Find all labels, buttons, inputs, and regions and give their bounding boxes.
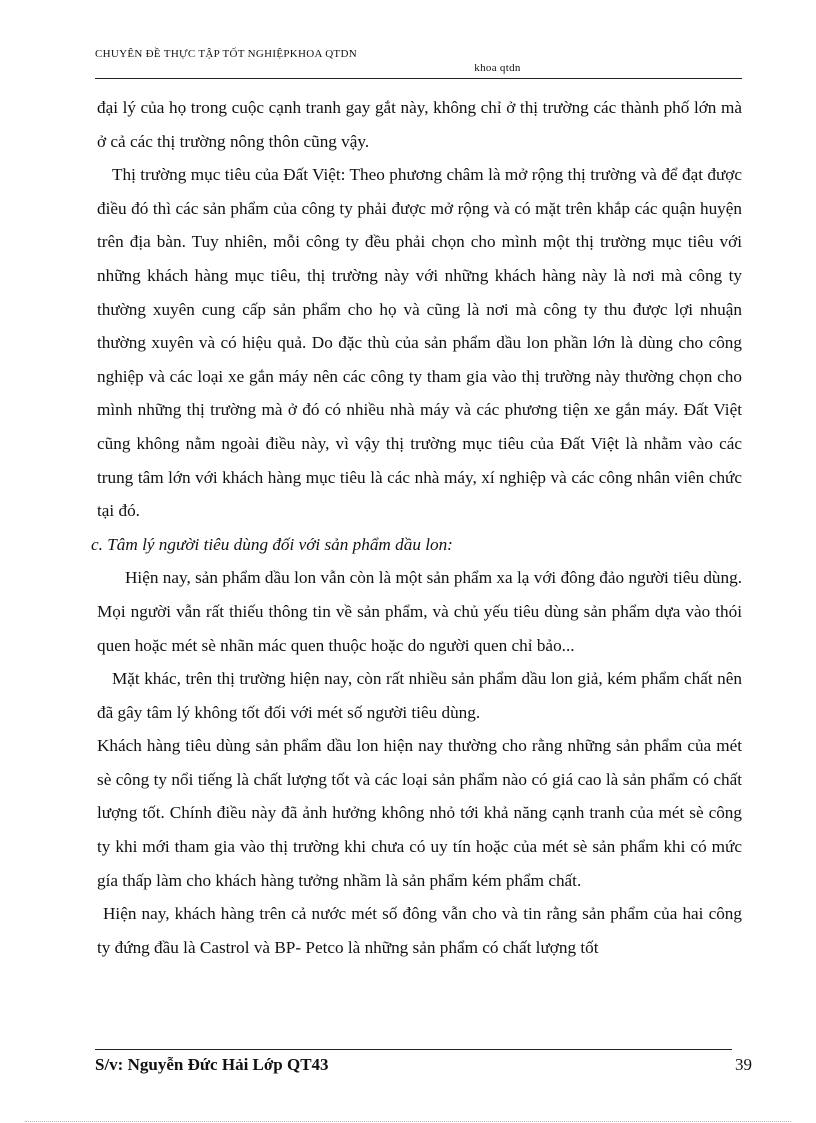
- page-bottom-border: [25, 1121, 791, 1122]
- page-header: [95, 48, 740, 74]
- page-number: 39: [735, 1055, 752, 1074]
- header-divider: [95, 78, 742, 79]
- paragraph-3: Hiện nay, sản phẩm dầu lon vẫn còn là một sản phẩm xa lạ với đông đảo người tiêu dùng. Mọi người vẫn rất thiếu thông tin về sản phẩm, và chủ yếu tiêu dùng sản phẩm dựa vào thói quen hoặc mét sè nhãn mác quen thuộc hoặc do người quen chỉ bảo...: [97, 568, 742, 655]
- paragraph-1: đại lý của họ trong cuộc cạnh tranh gay gắt này, không chỉ ở thị trường các thành phố lớn mà ở cả các thị trường nông thôn cũng vậy.: [97, 98, 742, 151]
- section-heading-c: c. Tâm lý người tiêu dùng đối với sản phẩm dầu lon:: [91, 534, 453, 554]
- paragraph-5: Khách hàng tiêu dùng sản phẩm dầu lon hiện nay thường cho rằng những sản phẩm của mét sè công ty nổi tiếng là chất lượng tốt và các loại sản phẩm nào có giá cao là sản phẩm có chất lượng tốt. Chính điều này đã ảnh hưởng không nhỏ tới khả năng cạnh tranh của mét sè công ty khi mới tham gia vào thị trường khi chưa có uy tín hoặc của mét sè sản phẩm khi có mức gía thấp làm cho khách hàng tưởng nhầm là sản phẩm kém phẩm chất.: [97, 736, 742, 890]
- document-body: [91, 91, 742, 964]
- paragraph-2: Thị trường mục tiêu của Đất Việt: Theo phương châm là mở rộng thị trường và để đạt được điều đó thì các sản phẩm của công ty phải được mở rộng và có mặt trên khắp các quận huyện trên địa bàn. Tuy nhiên, mỗi công ty đều phải chọn cho mình một thị trường mục tiêu với những khách hàng mục tiêu, thị trường này với những khách hàng này là nơi mà công ty thường xuyên cung cấp sản phẩm cho họ và cũng là nơi mà công ty thu được lợi nhuận thường xuyên và có hiệu quả. Do đặc thù của sản phẩm dầu lon phần lớn là dùng cho công nghiệp và các loại xe gắn máy nên các công ty tham gia vào thị trường này thường chọn cho mình những thị trường mà ở đó có nhiều nhà máy và các phương tiện xe gắn máy. Đất Việt cũng không nằm ngoài điều này, vì vậy thị trường mục tiêu của Đất Việt là nhằm vào các trung tâm lớn với khách hàng mục tiêu là các nhà máy, xí nghiệp và các công nhân viên chức tại đó.: [97, 165, 742, 521]
- header-subtitle: khoa qtdn: [474, 62, 521, 74]
- header-title: CHUYÊN ĐỀ THỰC TẬP TỐT NGHIỆPKHOA QTDN: [95, 48, 357, 60]
- footer-author: S/v: Nguyễn Đức Hải Lớp QT43: [95, 1055, 329, 1074]
- paragraph-6: Hiện nay, khách hàng trên cả nước mét số đông vẫn cho và tin rằng sản phẩm của hai công ty đứng đầu là Castrol và BP- Petco là những sản phẩm có chất lượng tốt: [97, 904, 742, 957]
- paragraph-4: Mặt khác, trên thị trường hiện nay, còn rất nhiều sản phẩm dầu lon giả, kém phẩm chất nên đã gây tâm lý không tốt đối với mét số người tiêu dùng.: [97, 669, 742, 722]
- footer-divider: [95, 1049, 732, 1050]
